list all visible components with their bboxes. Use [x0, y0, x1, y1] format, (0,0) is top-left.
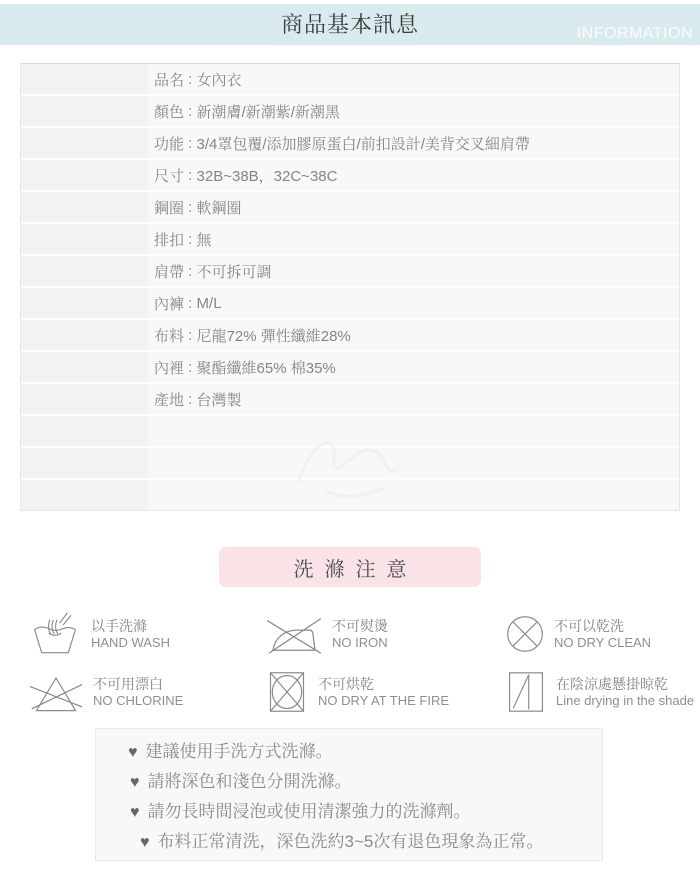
row-value: 聚酯纖維65% 棉35% [196, 359, 336, 377]
table-row-spacer [21, 128, 148, 158]
heart-icon: ♥ [128, 744, 138, 761]
row-separator: : [184, 102, 197, 120]
shade-dry-icon [505, 668, 547, 716]
wash-notice-text: 洗滌注意 [293, 558, 418, 581]
care-label-en: HAND WASH [91, 635, 170, 650]
row-value: 台灣製 [196, 391, 242, 409]
row-separator: : [184, 390, 197, 408]
note-line [96, 767, 602, 797]
care-item-no-iron [265, 608, 505, 660]
heart-icon: ♥ [130, 804, 140, 821]
table-row-spacer [21, 256, 148, 286]
table-row [21, 384, 679, 416]
table-row [21, 224, 679, 256]
table-row-spacer [21, 288, 148, 318]
table-row-spacer [21, 480, 148, 510]
care-label-zh: 以手洗滌 [91, 618, 147, 634]
row-value: 不可拆可調 [196, 263, 272, 281]
table-row-spacer [21, 96, 148, 126]
row-label: 顏色 [154, 103, 185, 121]
no-dry-clean-icon [505, 610, 545, 658]
row-label: 品名 [154, 71, 185, 89]
table-row-spacer [21, 160, 148, 190]
care-item-no-dry-clean [505, 608, 694, 660]
wash-notice-title [219, 547, 481, 587]
row-label: 排扣 [154, 231, 185, 249]
no-tumble-dry-icon [265, 667, 309, 717]
table-row [21, 256, 679, 288]
care-item-shade-dry [505, 666, 694, 718]
row-value: 無 [196, 231, 212, 249]
no-chlorine-icon [28, 669, 84, 715]
table-row [21, 160, 679, 192]
note-text: 建議使用手洗方式洗滌。 [145, 742, 333, 761]
row-separator: : [184, 70, 197, 88]
row-value: 尼龍72% 彈性纖維28% [196, 327, 351, 345]
table-row [21, 352, 679, 384]
table-row [21, 64, 679, 96]
table-row-spacer [21, 384, 148, 414]
table-row-spacer [21, 224, 148, 254]
table-row [21, 192, 679, 224]
row-label: 尺寸 [154, 167, 185, 185]
row-value: 32B~38B，32C~38C [196, 167, 338, 185]
care-item-no-tumble-dry [265, 666, 505, 718]
row-label: 鋼圈 [154, 199, 185, 217]
table-row [21, 320, 679, 352]
care-label-en: Line drying in the shade [556, 693, 695, 708]
care-label-zh: 不可烘乾 [318, 676, 374, 692]
heart-icon: ♥ [140, 834, 150, 851]
care-symbols [28, 608, 694, 718]
notes-box [95, 728, 603, 861]
care-item-handwash [28, 608, 265, 660]
note-text: 布料正常清洗，深色洗約3~5次有退色現象為正常。 [157, 832, 544, 851]
care-label-en: NO DRY CLEAN [554, 635, 652, 650]
row-separator: : [184, 166, 197, 184]
row-value: 軟鋼圈 [196, 199, 242, 217]
table-row [21, 128, 679, 160]
row-separator: : [184, 326, 197, 344]
row-value: 新潮膚/新潮紫/新潮黑 [196, 103, 340, 121]
care-label-en: NO IRON [332, 635, 388, 650]
handwash-icon [28, 610, 82, 658]
table-row-spacer [21, 64, 148, 94]
row-separator: : [184, 294, 197, 312]
heart-icon: ♥ [130, 774, 140, 791]
note-line [96, 827, 602, 857]
row-separator: : [184, 230, 197, 248]
row-separator: : [184, 198, 197, 216]
note-line [96, 797, 602, 827]
row-label: 內裡 [154, 359, 185, 377]
row-separator: : [184, 262, 197, 280]
header-band [0, 4, 700, 45]
table-row [21, 288, 679, 320]
row-separator: : [184, 134, 197, 152]
note-text: 請勿長時間浸泡或使用清潔強力的洗滌劑。 [147, 802, 471, 821]
care-item-no-chlorine [28, 666, 265, 718]
no-iron-icon [265, 611, 323, 657]
header-subtitle: INFORMATION [576, 25, 693, 42]
care-label-zh: 不可用漂白 [93, 676, 163, 692]
table-row [21, 96, 679, 128]
row-label: 功能 [154, 135, 185, 153]
row-value: M/L [196, 294, 222, 312]
row-label: 產地 [154, 391, 185, 409]
row-separator: : [184, 358, 197, 376]
note-text: 請將深色和淺色分開洗滌。 [147, 772, 352, 791]
care-label-en: NO DRY AT THE FIRE [318, 693, 449, 708]
row-label: 肩帶 [154, 263, 185, 281]
table-row-spacer [21, 192, 148, 222]
row-label: 內褲 [154, 295, 185, 313]
row-label: 布料 [154, 327, 185, 345]
table-row-spacer [21, 320, 148, 350]
page-title: 商品基本訊息 [280, 12, 419, 37]
care-label-en: NO CHLORINE [93, 693, 184, 708]
note-line [96, 737, 602, 767]
row-value: 女內衣 [196, 71, 242, 89]
table-row-spacer [21, 416, 148, 446]
table-row-spacer [21, 448, 148, 478]
watermark [286, 425, 426, 510]
care-label-zh: 在陰涼處懸掛晾乾 [556, 676, 668, 692]
care-label-zh: 不可以乾洗 [554, 618, 624, 634]
care-label-zh: 不可熨燙 [332, 618, 388, 634]
row-value: 3/4罩包覆/添加膠原蛋白/前扣設計/美背交叉細肩帶 [196, 135, 530, 153]
table-row-spacer [21, 352, 148, 382]
